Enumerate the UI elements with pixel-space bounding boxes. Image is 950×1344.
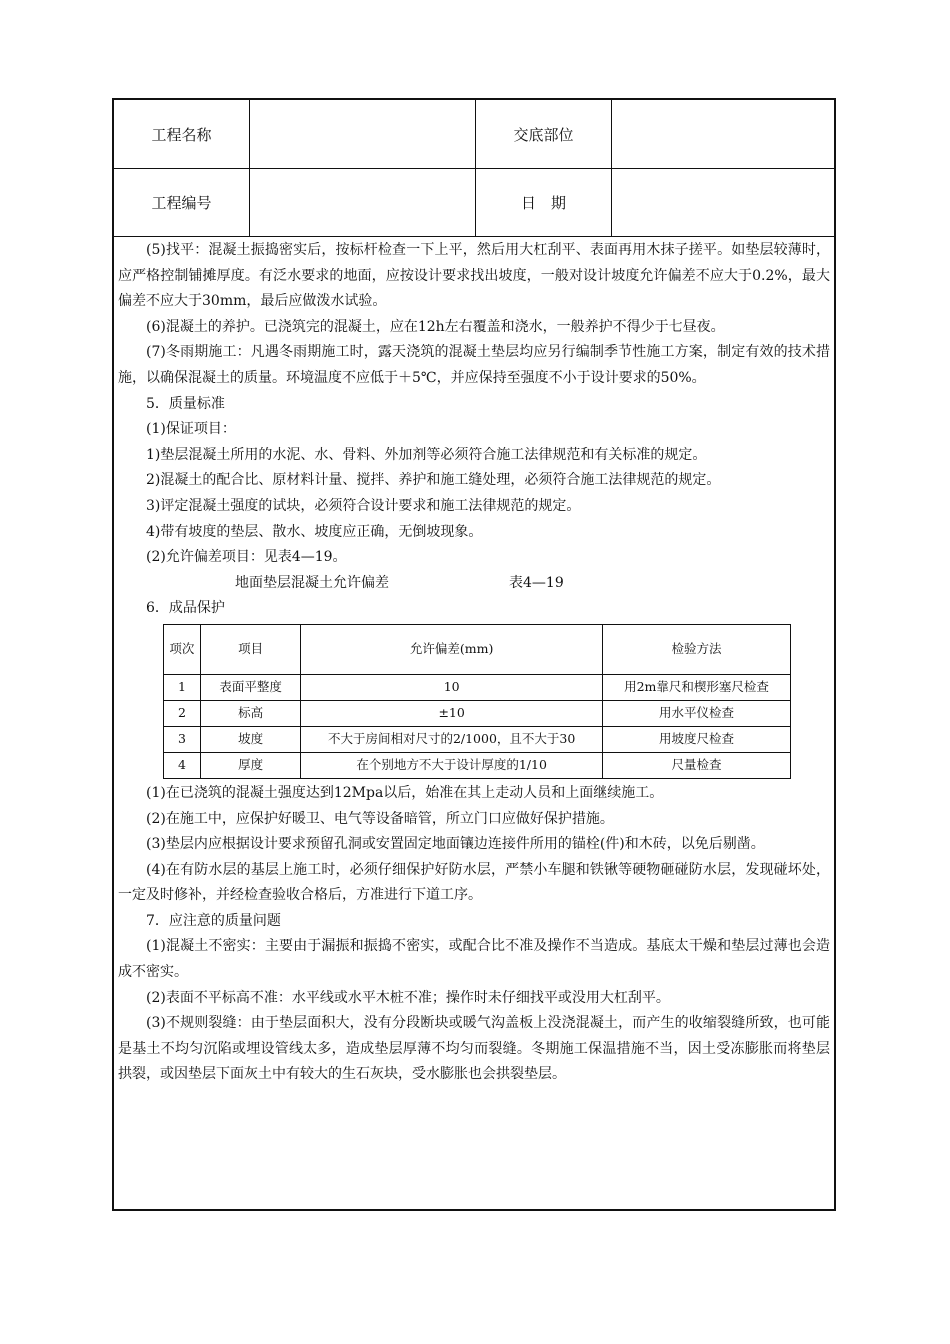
paragraph-curing: (6)混凝土的养护。已浇筑完的混凝土，应在12h左右覆盖和浇水，一般养护不得少于七昼夜。 bbox=[146, 318, 725, 335]
paragraph-issue-2: (2)表面不平标高不准：水平线或水平木桩不准；操作时未仔细找平或没用大杠刮平。 bbox=[146, 989, 670, 1006]
table-row bbox=[164, 700, 791, 726]
section-quality-issues-title: 7．应注意的质量问题 bbox=[146, 912, 281, 929]
table-header-deviation: 允许偏差(mm) bbox=[301, 624, 603, 674]
paragraph-guarantee-2: 2)混凝土的配合比、原材料计量、搅拌、养护和施工缝处理，必须符合施工法律规范的规定。 bbox=[146, 472, 721, 489]
document-body bbox=[118, 238, 830, 1088]
paragraph-protection-4: (4)在有防水层的基层上施工时，必须仔细保护好防水层，严禁小车腿和铁锹等硬物砸碰防水层，发现碰坏处，一定及时修补，并经检查验收合格后，方准进行下道工序。 bbox=[118, 861, 830, 904]
paragraph-protection-3: (3)垫层内应根据设计要求预留孔洞或安置固定地面镶边连接件所用的锚栓(件)和木砖，以免后剔凿。 bbox=[146, 836, 765, 853]
date-field[interactable] bbox=[612, 168, 834, 236]
table-cell-item: 坡度 bbox=[200, 726, 300, 752]
table-cell-method: 尺量检查 bbox=[602, 752, 790, 778]
table-cell-no: 3 bbox=[164, 726, 201, 752]
table-header-row bbox=[164, 624, 791, 674]
section-quality-standard-title: 5．质量标准 bbox=[146, 395, 225, 412]
paragraph-guarantee-items: (1)保证项目： bbox=[146, 421, 236, 438]
table-row bbox=[164, 674, 791, 700]
project-name-label: 工程名称 bbox=[114, 100, 250, 168]
table-cell-deviation: 在个别地方不大于设计厚度的1/10 bbox=[301, 752, 603, 778]
table-header-method: 检验方法 bbox=[602, 624, 790, 674]
paragraph-winter-rain: (7)冬雨期施工：凡遇冬雨期施工时，露天浇筑的混凝土垫层均应另行编制季节性施工方案，制定有效的技术措施，以确保混凝土的质量。环境温度不应低于＋5℃，并应保持至强度不小于设计要求的50%。 bbox=[118, 344, 830, 386]
table-cell-item: 标高 bbox=[200, 700, 300, 726]
table-cell-method: 用2m靠尺和楔形塞尺检查 bbox=[602, 674, 790, 700]
paragraph-guarantee-1: 1)垫层混凝土所用的水泥、水、骨料、外加剂等必须符合施工法律规范和有关标准的规定。 bbox=[146, 446, 707, 463]
table-cell-item: 厚度 bbox=[200, 752, 300, 778]
table-cell-deviation: 不大于房间相对尺寸的2/1000，且不大于30 bbox=[301, 726, 603, 752]
table-cell-no: 1 bbox=[164, 674, 201, 700]
header-row-2 bbox=[114, 168, 834, 237]
table-row bbox=[164, 726, 791, 752]
paragraph-tolerance-items: (2)允许偏差项目：见表4—19。 bbox=[146, 549, 347, 566]
paragraph-guarantee-4: 4)带有坡度的垫层、散水、坡度应正确，无倒坡现象。 bbox=[146, 523, 483, 540]
paragraph-issue-3: (3)不规则裂缝：由于垫层面积大，没有分段断块或暖气沟盖板上没浇混凝土，而产生的收缩裂缝所致，也可能是基土不均匀沉陷或埋设管线太多，造成垫层厚薄不均匀而裂缝。冬期施工保温措施不当，因土受冻膨胀而将垫层拱裂，或因垫层下面灰土中有较大的生石灰块，受水膨胀也会拱裂垫层。 bbox=[118, 1015, 830, 1083]
table-caption-number: 表4—19 bbox=[509, 574, 564, 591]
table-caption-title: 地面垫层混凝土允许偏差 bbox=[235, 574, 389, 591]
table-cell-deviation: 10 bbox=[301, 674, 603, 700]
paragraph-issue-1: (1)混凝土不密实：主要由于漏振和振捣不密实，或配合比不准及操作不当造成。基底太干燥和垫层过薄也会造成不密实。 bbox=[118, 938, 830, 981]
document-frame bbox=[112, 98, 836, 1211]
table-row bbox=[164, 752, 791, 778]
handover-part-label: 交底部位 bbox=[476, 100, 612, 168]
tolerance-table bbox=[163, 624, 791, 779]
project-name-field[interactable] bbox=[250, 100, 476, 168]
date-label: 日 期 bbox=[476, 168, 612, 236]
table-header-item: 项目 bbox=[200, 624, 300, 674]
table-header-no: 项次 bbox=[164, 624, 201, 674]
table-cell-method: 用水平仪检查 bbox=[602, 700, 790, 726]
paragraph-protection-2: (2)在施工中，应保护好暖卫、电气等设备暗管，所立门口应做好保护措施。 bbox=[146, 810, 614, 827]
header-row-1 bbox=[114, 100, 834, 169]
table-cell-no: 4 bbox=[164, 752, 201, 778]
table-caption bbox=[118, 571, 830, 597]
table-cell-item: 表面平整度 bbox=[200, 674, 300, 700]
project-no-field[interactable] bbox=[250, 168, 476, 236]
project-no-label: 工程编号 bbox=[114, 168, 250, 236]
paragraph-leveling: (5)找平：混凝土振捣密实后，按标杆检查一下上平，然后用大杠刮平、表面再用木抹子搓平。如垫层较薄时，应严格控制铺摊厚度。有泛水要求的地面，应按设计要求找出坡度，一般对设计坡度允许偏差不应大于0.2%，最大偏差不应大于30mm，最后应做泼水试验。 bbox=[118, 242, 830, 310]
section-product-protection-title: 6．成品保护 bbox=[146, 600, 225, 617]
table-cell-deviation: ±10 bbox=[301, 700, 603, 726]
handover-part-field[interactable] bbox=[612, 100, 834, 168]
paragraph-protection-1: (1)在已浇筑的混凝土强度达到12Mpa以后，始准在其上走动人员和上面继续施工。 bbox=[146, 784, 664, 801]
paragraph-guarantee-3: 3)评定混凝土强度的试块，必须符合设计要求和施工法律规范的规定。 bbox=[146, 497, 581, 514]
table-cell-no: 2 bbox=[164, 700, 201, 726]
table-cell-method: 用坡度尺检查 bbox=[602, 726, 790, 752]
